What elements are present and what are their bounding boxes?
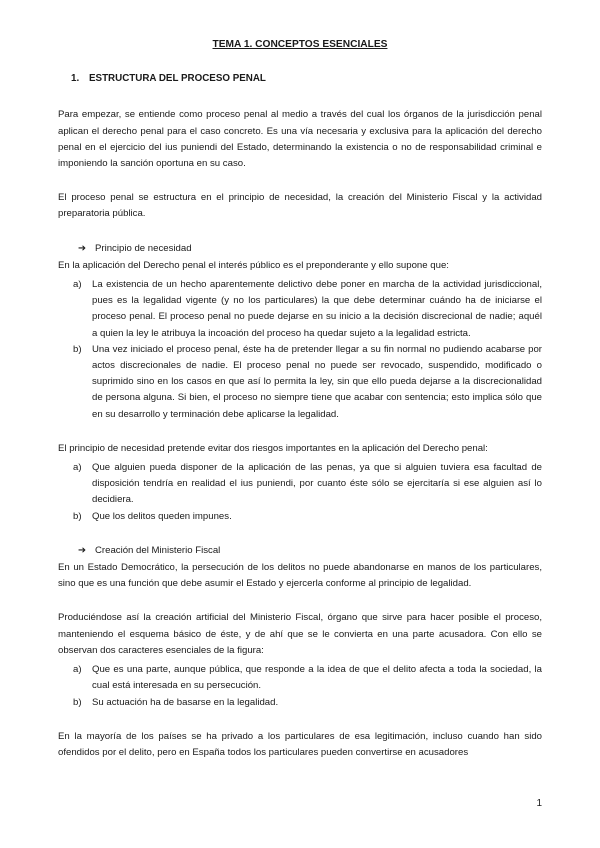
list-item-text: La existencia de un hecho aparentemente delictivo debe poner en marcha de la actividad jurisdiccional, pues es la legalidad vigente (y no los particulares) la que debe determinar cuándo ha de iniciarse el proceso penal. El proceso penal no puede dejarse en su inicio a la decisión discrecional de nadie; aquél a quien la ley le atribuya la incoación del proceso ha quedar sujeto a la legalidad estricta. bbox=[92, 279, 542, 339]
risks-list bbox=[58, 460, 542, 525]
page-number: 1 bbox=[536, 798, 542, 809]
list-item-text: Su actuación ha de basarse en la legalidad. bbox=[92, 696, 279, 708]
list-item-text: Que los delitos queden impunes. bbox=[92, 510, 232, 522]
section-number: 1. bbox=[71, 73, 80, 85]
list-item bbox=[58, 342, 542, 423]
arrow-right-icon: ➔ bbox=[78, 544, 87, 556]
list-item bbox=[58, 695, 542, 711]
fiscal-paragraph-3: En la mayoría de los países se ha privado a los particulares de esa legitimación, incluso cuando han sido ofendidos por el delito, pero en España todos los particulares pueden convertirse en acusadores bbox=[58, 730, 542, 758]
necesidad-lead: En la aplicación del Derecho penal el interés público es el preponderante y ello supone que: bbox=[58, 259, 449, 271]
subheading-necesidad-label: Principio de necesidad bbox=[95, 242, 192, 254]
list-item-text: Que es una parte, aunque pública, que responde a la idea de que el delito afecta a toda la sociedad, la cual está interesada en su persecución. bbox=[92, 664, 542, 692]
list-item bbox=[58, 662, 542, 694]
list-marker: a) bbox=[73, 664, 82, 676]
document-title: TEMA 1. CONCEPTOS ESENCIALES bbox=[212, 39, 388, 50]
list-item bbox=[58, 277, 542, 342]
fiscal-list bbox=[58, 662, 542, 711]
list-marker: b) bbox=[73, 343, 82, 355]
list-item bbox=[58, 460, 542, 509]
list-marker: b) bbox=[73, 510, 82, 522]
subheading-fiscal bbox=[78, 543, 542, 559]
intro-paragraph-2: El proceso penal se estructura en el principio de necesidad, la creación del Ministerio Fiscal y la actividad preparatoria pública. bbox=[58, 192, 542, 220]
subheading-necesidad bbox=[78, 241, 542, 257]
list-marker: b) bbox=[73, 696, 82, 708]
section-label: ESTRUCTURA DEL PROCESO PENAL bbox=[89, 73, 266, 85]
list-item-text: Una vez iniciado el proceso penal, éste ha de pretender llegar a su fin normal no pudiendo acabarse por actos discrecionales de nadie. El proceso penal no puede ser revocado, suspendido, modificado o suprimido sino en los casos en que así lo permita la ley, sin que ello pueda dejarse a la discrecionalidad de persona alguna. Si bien, el proceso no siempre tiene que acabar con sentencia; esto implica sólo que en su desarrollo y terminación debe aplicarse la legalidad. bbox=[92, 343, 542, 420]
section-heading bbox=[71, 71, 542, 87]
fiscal-paragraph-2: Produciéndose así la creación artificial del Ministerio Fiscal, órgano que sirve para hacer posible el proceso, manteniendo el esquema básico de éste, y de ahí que se le convierta en una parte acusadora. Con ello se observan dos caracteres esenciales de la figura: bbox=[58, 612, 542, 656]
list-item bbox=[58, 509, 542, 525]
intro-paragraph-1: Para empezar, se entiende como proceso penal al medio a través del cual los órganos de la jurisdicción penal aplican el derecho penal para el caso concreto. Es una vía necesaria y exclusiva para la aplicación del derecho penal en el ejercicio del ius puniendi del Estado, determinando la existencia o no de responsabilidad criminal e imponiendo la sanción oportuna en su caso. bbox=[58, 109, 542, 170]
arrow-right-icon: ➔ bbox=[78, 242, 87, 254]
subheading-fiscal-label: Creación del Ministerio Fiscal bbox=[95, 544, 221, 556]
list-marker: a) bbox=[73, 279, 82, 291]
list-marker: a) bbox=[73, 462, 82, 474]
risks-lead: El principio de necesidad pretende evitar dos riesgos importantes en la aplicación del Derecho penal: bbox=[58, 442, 488, 454]
fiscal-paragraph-1: En un Estado Democrático, la persecución de los delitos no puede abandonarse en manos de los particulares, sino que es una función que debe asumir el Estado y ejercerla conforme al principio de legalidad. bbox=[58, 562, 542, 590]
necesidad-list bbox=[58, 277, 542, 423]
list-item-text: Que alguien pueda disponer de la aplicación de las penas, ya que si alguien tuviera esa facultad de disposición tendría en realidad el ius puniendi, por cuanto éste sólo se ejercitaría si ese alguien así lo decidiera. bbox=[92, 462, 542, 506]
